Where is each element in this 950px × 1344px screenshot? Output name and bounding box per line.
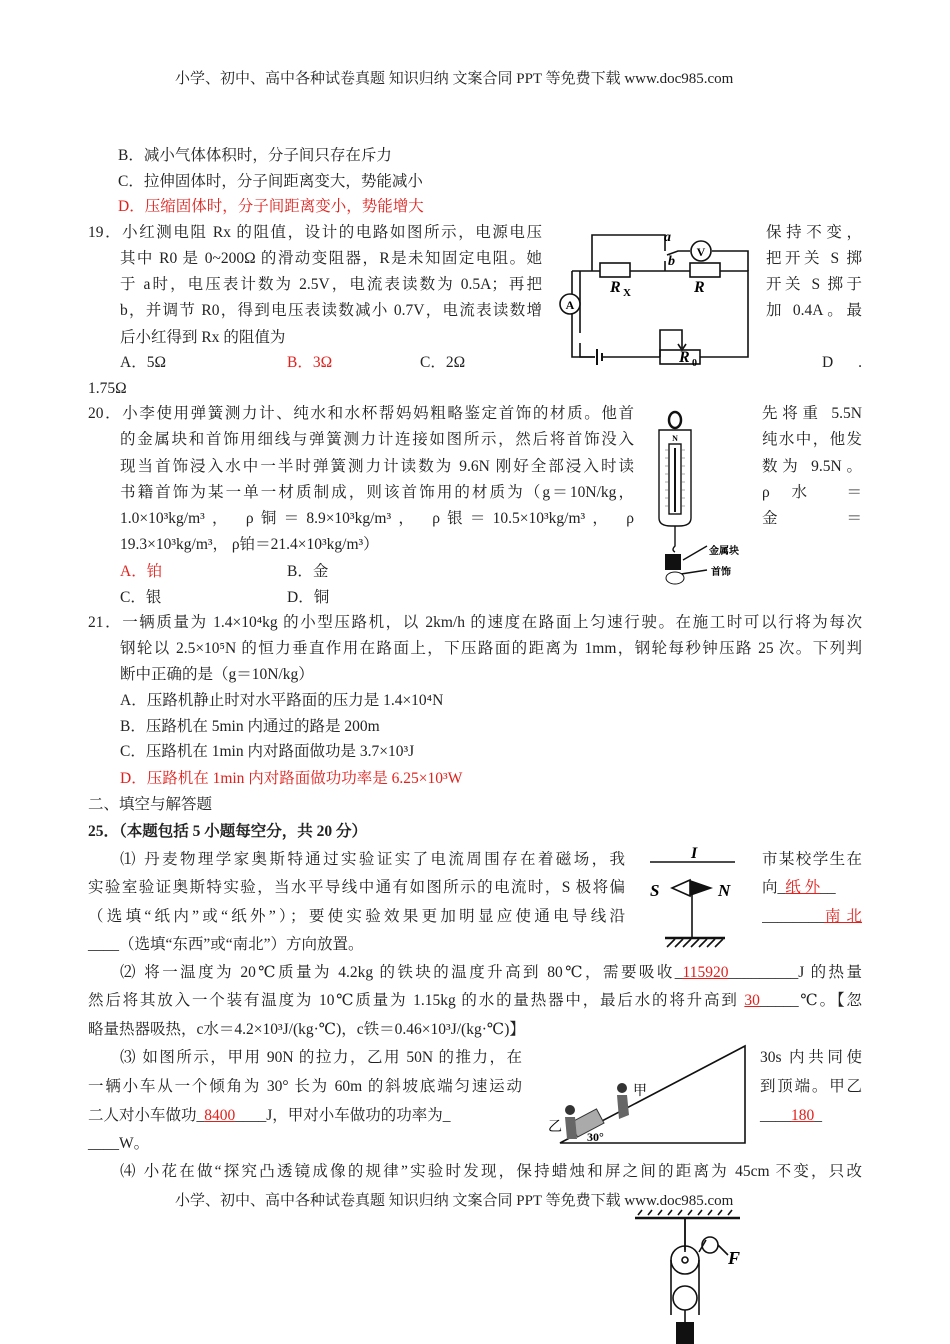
text-line <box>287 353 332 373</box>
text-segment: 二人对小车做功_ <box>88 1107 205 1124</box>
text-segment: 30s 内共同使 <box>760 1049 862 1066</box>
text-segment: 断中正确的是（g＝10N/kg） <box>120 666 314 683</box>
answer-blank: 8400 <box>204 1107 236 1124</box>
page-footer: 小学、初中、高中各种试卷真题 知识归纳 文案合同 PPT 等免费下载 www.doc985.com <box>175 1193 734 1209</box>
text-segment: b，并调节 R0，得到电压表读数减小 0.7V，电流表读数增 <box>120 302 542 319</box>
text-line <box>118 172 423 192</box>
text-segment: 钢轮以 2.5×10⁵N 的恒力垂直作用在路面上，下压路面的距离为 1mm，钢轮每秒钟压路 25 次。下列判 <box>120 640 862 657</box>
text-segment: _ <box>814 1107 822 1124</box>
text-line <box>88 935 364 955</box>
text-line <box>760 1048 862 1068</box>
text-segment: 市某校学生在 <box>762 851 862 868</box>
text-segment: 金 ＝ <box>762 510 862 527</box>
text-line <box>120 562 162 582</box>
text-line <box>762 404 862 424</box>
force-label: F <box>728 1248 741 1268</box>
text-segment: _____℃。【忽 <box>759 992 862 1009</box>
text-line <box>118 146 392 166</box>
text-segment: A．5Ω <box>120 354 166 371</box>
circuit-diagram <box>560 225 760 370</box>
text-line <box>120 430 634 450</box>
text-line <box>120 639 862 659</box>
switch-a-label: a <box>664 230 671 245</box>
text-segment: 实验室验证奥斯特实验，当水平导线中通有如图所示的电流时，S 极将偏 <box>88 879 625 896</box>
text-segment: 21．一辆质量为 1.4×10⁴kg 的小型压路机，以 2km/h 的速度在路面上匀速行驶。在施工时可以行将为每次 <box>88 614 862 631</box>
incline-figure <box>545 1043 750 1148</box>
text-line <box>120 691 443 711</box>
text-segment: 到顶端。甲乙 <box>760 1078 862 1095</box>
text-segment: D．压路机在 1min 内对路面做功功率是 6.25×10³W <box>120 770 463 787</box>
text-line <box>120 769 462 789</box>
text-line <box>120 717 380 737</box>
text-segment: 的金属块和首饰用细线与弹簧测力计连接如图所示，然后将首饰没入 <box>120 431 634 448</box>
text-line <box>88 1134 149 1154</box>
text-line <box>88 1020 525 1040</box>
r0-subscript: 0 <box>692 358 697 369</box>
text-segment: 书籍首饰为某一单一材质制成，则该首饰用的材质为（g＝10N/kg， <box>120 484 634 501</box>
text-line <box>120 483 634 503</box>
scale-unit-label: N <box>672 434 678 443</box>
text-line <box>88 795 212 815</box>
text-line <box>120 457 634 477</box>
text-segment: 二、填空与解答题 <box>88 796 213 813</box>
text-line <box>120 301 542 321</box>
text-line <box>822 353 862 373</box>
text-line <box>120 275 542 295</box>
text-segment: 其中 R0 是 0~200Ω 的滑动变阻器，R是未知固定电阻。她 <box>120 250 542 267</box>
text-segment: D . <box>822 354 862 371</box>
angle-label: 30° <box>587 1130 604 1144</box>
text-segment: ⑷ 小花在做“探究凸透镜成像的规律”实验时发现，保持蜡烛和屏之间的距离为 45cm 不变，只改 <box>120 1163 862 1180</box>
text-segment: __ <box>820 879 836 896</box>
r-label: R <box>694 279 705 296</box>
metal-block-label: 金属块 <box>709 546 739 557</box>
text-line <box>120 353 166 373</box>
spring-scale-figure <box>645 408 755 593</box>
text-line <box>287 588 329 608</box>
text-segment: _________J 的热量 <box>728 964 862 981</box>
answer-blank: 纸 外 <box>785 879 821 896</box>
text-segment: A．压路机静止时对水平路面的压力是 1.4×10⁴N <box>120 692 444 709</box>
text-line <box>120 665 314 685</box>
answer-blank: 南 北 <box>824 908 862 925</box>
text-segment: B．减小气体体积时，分子间只存在斥力 <box>118 147 392 164</box>
text-line <box>120 850 625 870</box>
text-segment: 现当首饰浸入水中一半时弹簧测力计读数为 9.6N 刚好全部浸入时读 <box>120 458 634 475</box>
text-segment: ⑴ 丹麦物理学家奥斯特通过实验证实了电流周围存在着磁场，我 <box>120 851 625 868</box>
text-line <box>88 991 862 1011</box>
text-segment: 加 0.4A。最 <box>766 302 862 319</box>
text-line <box>762 430 862 450</box>
text-segment: 向_ <box>762 879 786 896</box>
text-line <box>287 562 328 582</box>
text-segment: C．银 <box>120 589 162 606</box>
rx-label: R <box>610 279 621 296</box>
text-line <box>762 850 862 870</box>
text-segment: 后小红得到 Rx 的阻值为 <box>120 329 286 346</box>
text-line <box>88 907 625 927</box>
text-segment: 19．小红测电阻 Rx 的阻值，设计的电路如图所示，电源电压 <box>88 224 542 241</box>
text-line <box>762 483 862 503</box>
text-segment: 于 a时，电压表计数为 2.5V，电流表读数为 0.5A；再把 <box>120 276 542 293</box>
text-segment: ⑶ 如图所示，甲用 90N 的拉力，乙用 50N 的推力，在 <box>120 1049 522 1066</box>
text-segment: ____J，甲对小车做功的功率为_ <box>235 1107 451 1124</box>
current-label: I <box>691 845 698 862</box>
text-line <box>120 249 542 269</box>
text-line <box>762 907 862 927</box>
text-segment: D．压缩固体时，分子间距离变小，势能增大 <box>118 198 424 215</box>
page-header: 小学、初中、高中各种试卷真题 知识归纳 文案合同 PPT 等免费下载 www.doc985.com <box>175 71 734 87</box>
text-segment: ρ 水 ＝ <box>762 484 862 501</box>
jewelry-label: 首饰 <box>711 567 731 578</box>
text-segment: ____W。 <box>88 1135 150 1152</box>
text-line <box>762 878 862 898</box>
text-line <box>120 1162 862 1182</box>
switch-b-label: b <box>668 254 675 269</box>
text-line <box>762 509 862 529</box>
answer-blank: 30 <box>744 992 760 1009</box>
text-line <box>420 353 465 373</box>
text-line <box>118 197 424 217</box>
text-segment: 纯水中，他发 <box>762 431 862 448</box>
text-segment: 20．小李使用弹簧测力计、纯水和水杯帮妈妈粗略鉴定首饰的材质。他首 <box>88 405 634 422</box>
text-line <box>766 223 862 243</box>
text-segment: ____ <box>760 1107 791 1124</box>
text-line <box>766 249 862 269</box>
text-line <box>760 1106 822 1126</box>
text-segment: B．3Ω <box>287 354 333 371</box>
text-line <box>120 535 379 555</box>
answer-blank: 115920 <box>682 964 729 981</box>
text-segment: B．压路机在 5min 内通过的路是 200m <box>120 718 380 735</box>
text-line <box>88 379 127 399</box>
text-segment: ________ <box>762 908 824 925</box>
text-line <box>88 878 625 898</box>
text-line <box>120 1048 522 1068</box>
text-segment: A．铂 <box>120 563 163 580</box>
text-segment: C．压路机在 1min 内对路面做功是 3.7×10³J <box>120 743 415 760</box>
pulley-figure <box>630 1210 750 1344</box>
text-segment: 25．（本题包括 5 小题每空分，共 20 分） <box>88 823 368 840</box>
text-line <box>88 822 367 842</box>
text-segment: 19.3×10³kg/m³， ρ铂＝21.4×10³kg/m³） <box>120 536 379 553</box>
text-segment: 保持不变， <box>766 224 862 241</box>
text-segment: C．2Ω <box>420 354 466 371</box>
text-line <box>762 457 862 477</box>
text-segment: 然后将其放入一个装有温度为 10℃质量为 1.15kg 的水的量热器中，最后水的将升高到 <box>88 992 745 1009</box>
text-segment: ⑵ 将一温度为 20℃质量为 4.2kg 的铁块的温度升高到 80℃，需要吸收_ <box>120 964 683 981</box>
text-segment: 数为 9.5N。 <box>762 458 862 475</box>
text-line <box>88 1106 451 1126</box>
text-line <box>766 275 862 295</box>
text-line <box>760 1077 862 1097</box>
text-segment: 开关 S 掷于 <box>766 276 862 293</box>
text-line <box>88 1077 522 1097</box>
voltmeter-label: V <box>696 245 706 259</box>
text-line <box>766 301 862 321</box>
r0-label: R <box>679 349 690 366</box>
text-line <box>120 963 862 983</box>
text-segment: 一辆小车从一个倾角为 30° 长为 60m 的斜坡底端匀速运动 <box>88 1078 522 1095</box>
text-segment: 先将重 5.5N <box>762 405 862 422</box>
person-yi-label: 乙 <box>548 1120 562 1135</box>
text-segment: 把开关 S 掷 <box>766 250 862 267</box>
text-line <box>88 404 634 424</box>
text-segment: （选填“纸内”或“纸外”）；要使实验效果更加明显应使通电导线沿 <box>88 908 625 925</box>
ammeter-label: A <box>565 298 575 312</box>
rx-subscript: X <box>623 287 631 299</box>
text-segment: C．拉伸固体时，分子间距离变大，势能减小 <box>118 173 423 190</box>
text-segment: ____（选填“东西”或“南北”）方向放置。 <box>88 936 364 953</box>
answer-blank: 180 <box>791 1107 815 1124</box>
text-line <box>120 742 414 762</box>
person-jia-label: 甲 <box>633 1084 647 1099</box>
text-segment: 略量热器吸热，c水＝4.2×10³J/(kg·℃)，c铁＝0.46×10³J/(kg·℃)】 <box>88 1021 525 1038</box>
north-pole-label: N <box>718 881 731 900</box>
text-line <box>120 509 634 529</box>
south-pole-label: S <box>650 881 660 900</box>
text-segment: B．金 <box>287 563 329 580</box>
text-line <box>120 588 161 608</box>
text-line <box>88 223 542 243</box>
text-segment: D．铜 <box>287 589 330 606</box>
text-segment: 1.75Ω <box>88 380 127 397</box>
text-segment: 1.0×10³kg/m³， ρ铜＝8.9×10³kg/m³， ρ银＝10.5×10³kg/m³， ρ <box>120 510 634 527</box>
text-line <box>120 328 285 348</box>
text-line <box>88 613 862 633</box>
oersted-experiment-figure <box>645 843 745 953</box>
